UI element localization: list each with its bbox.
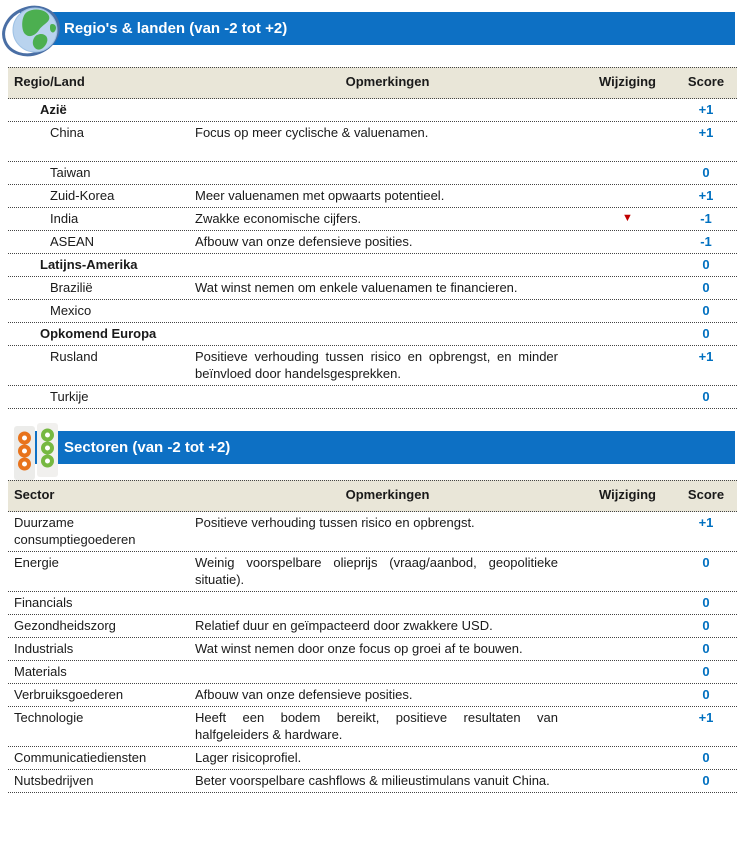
row-change (580, 187, 675, 204)
row-score: +1 (698, 515, 714, 530)
row-score: 0 (702, 687, 710, 702)
table-row (8, 162, 737, 185)
row-score: 0 (702, 750, 710, 765)
row-name: Zuid-Korea (50, 188, 115, 203)
row-name: Energie (14, 555, 59, 570)
sectors-table-header (8, 480, 737, 512)
row-change (580, 279, 675, 296)
row-comment: Wat winst nemen door onze focus op groei af te bouwen. (195, 641, 523, 656)
row-group-name: Azië (40, 102, 67, 117)
table-row (8, 707, 737, 747)
row-change (580, 709, 675, 743)
regions-banner (20, 12, 735, 45)
row-group-name: Latijns-Amerika (40, 257, 138, 272)
row-score: 0 (702, 257, 710, 272)
column-header-comments: Opmerkingen (345, 74, 430, 89)
row-comment (195, 256, 580, 273)
regions-table (8, 67, 737, 409)
table-row (8, 99, 737, 122)
row-name: Industrials (14, 641, 74, 656)
row-change (580, 554, 675, 588)
row-comment: Lager risicoprofiel. (195, 750, 302, 765)
row-name: Technologie (14, 710, 84, 725)
row-comment: Heeft een bodem bereikt, positieve resultaten van halfgeleiders & hardware. (195, 710, 558, 742)
table-row (8, 512, 737, 552)
row-score: 0 (702, 773, 710, 788)
row-score: +1 (698, 102, 714, 117)
row-change (580, 101, 675, 118)
table-row (8, 300, 737, 323)
table-row (8, 386, 737, 409)
row-comment: Meer valuenamen met opwaarts potentieel. (195, 188, 445, 203)
table-row (8, 323, 737, 346)
table-row (8, 615, 737, 638)
row-name: Materials (14, 664, 67, 679)
row-change (580, 594, 675, 611)
row-name: Turkije (50, 389, 89, 404)
globe-icon (2, 2, 68, 60)
column-header-comments: Opmerkingen (345, 487, 430, 502)
section-title: Sectoren (van -2 tot +2) (64, 439, 231, 456)
row-change (580, 348, 675, 382)
row-comment (195, 101, 580, 118)
row-name: Financials (14, 595, 73, 610)
row-change (580, 388, 675, 405)
row-name: Mexico (50, 303, 92, 318)
row-name: Gezondheidszorg (14, 618, 116, 633)
row-comment: Weinig voorspelbare olieprijs (vraag/aanbod, geopolitieke situatie). (195, 555, 558, 587)
row-change (580, 617, 675, 634)
row-score: 0 (702, 280, 710, 295)
regions-section (0, 12, 750, 409)
row-comment: Focus op meer cyclische & valuenamen. (195, 125, 429, 140)
row-comment: Afbouw van onze defensieve posities. (195, 687, 413, 702)
row-score: -1 (700, 234, 712, 249)
row-score: +1 (698, 188, 714, 203)
table-row (8, 346, 737, 386)
row-score: 0 (702, 326, 710, 341)
row-change (580, 514, 675, 548)
row-score: 0 (702, 595, 710, 610)
sectors-icon (14, 423, 62, 481)
row-change (580, 164, 675, 181)
column-header-change: Wijziging (599, 74, 656, 89)
table-row (8, 277, 737, 300)
row-comment: Beter voorspelbare cashflows & milieustimulans vanuit China. (195, 773, 550, 788)
row-comment (195, 302, 580, 319)
row-comment: Wat winst nemen om enkele valuenamen te financieren. (195, 280, 518, 295)
row-name: Brazilië (50, 280, 93, 295)
row-score: 0 (702, 303, 710, 318)
sectors-banner (20, 431, 735, 464)
row-comment (195, 663, 580, 680)
column-header-name: Sector (14, 487, 55, 502)
table-row (8, 185, 737, 208)
row-score: +1 (698, 349, 714, 364)
row-name: Taiwan (50, 165, 91, 180)
row-score: 0 (702, 618, 710, 633)
row-score: 0 (702, 641, 710, 656)
table-row (8, 254, 737, 277)
row-score: -1 (700, 211, 712, 226)
row-change (580, 772, 675, 789)
column-header-score: Score (687, 487, 725, 502)
column-header-name: Regio/Land (14, 74, 85, 89)
row-change (580, 256, 675, 273)
section-title: Regio's & landen (van -2 tot +2) (64, 20, 288, 37)
row-change (580, 749, 675, 766)
table-row (8, 552, 737, 592)
table-row (8, 592, 737, 615)
row-name: India (50, 211, 79, 226)
row-change (580, 686, 675, 703)
row-score: +1 (698, 710, 714, 725)
table-row (8, 770, 737, 793)
row-name: Nutsbedrijven (14, 773, 94, 788)
row-change (580, 233, 675, 250)
column-header-score: Score (687, 74, 725, 89)
row-comment: Positieve verhouding tussen risico en opbrengst, en minder beïnvloed door handelsgesprekken. (195, 349, 558, 381)
row-change (580, 124, 675, 141)
change-down-icon: ▼ (622, 212, 633, 224)
row-change (580, 302, 675, 319)
row-score: 0 (702, 389, 710, 404)
row-comment (195, 325, 580, 342)
row-name: ASEAN (50, 234, 95, 249)
sectors-table (8, 480, 737, 793)
table-row (8, 661, 737, 684)
row-comment (195, 164, 580, 181)
table-row (8, 747, 737, 770)
row-change (580, 640, 675, 657)
table-row (8, 638, 737, 661)
row-name: Duurzame consumptiegoederen (14, 515, 136, 547)
table-row (8, 684, 737, 707)
sectors-section (0, 431, 750, 793)
row-score: 0 (702, 555, 710, 570)
row-name: Rusland (50, 349, 98, 364)
row-comment: Zwakke economische cijfers. (195, 211, 362, 226)
row-change (580, 325, 675, 342)
table-row (8, 208, 737, 231)
table-row (8, 122, 737, 162)
row-comment: Positieve verhouding tussen risico en opbrengst. (195, 515, 475, 530)
row-score: 0 (702, 664, 710, 679)
table-row (8, 231, 737, 254)
row-change (580, 663, 675, 680)
row-score: +1 (698, 125, 714, 140)
column-header-change: Wijziging (599, 487, 656, 502)
regions-table-header (8, 67, 737, 99)
row-score: 0 (702, 165, 710, 180)
row-comment (195, 388, 580, 405)
row-comment (195, 594, 580, 611)
row-name: China (50, 125, 84, 140)
row-name: Communicatiediensten (14, 750, 147, 765)
row-group-name: Opkomend Europa (40, 326, 157, 341)
row-comment: Afbouw van onze defensieve posities. (195, 234, 413, 249)
row-comment: Relatief duur en geïmpacteerd door zwakkere USD. (195, 618, 493, 633)
row-name: Verbruiksgoederen (14, 687, 124, 702)
